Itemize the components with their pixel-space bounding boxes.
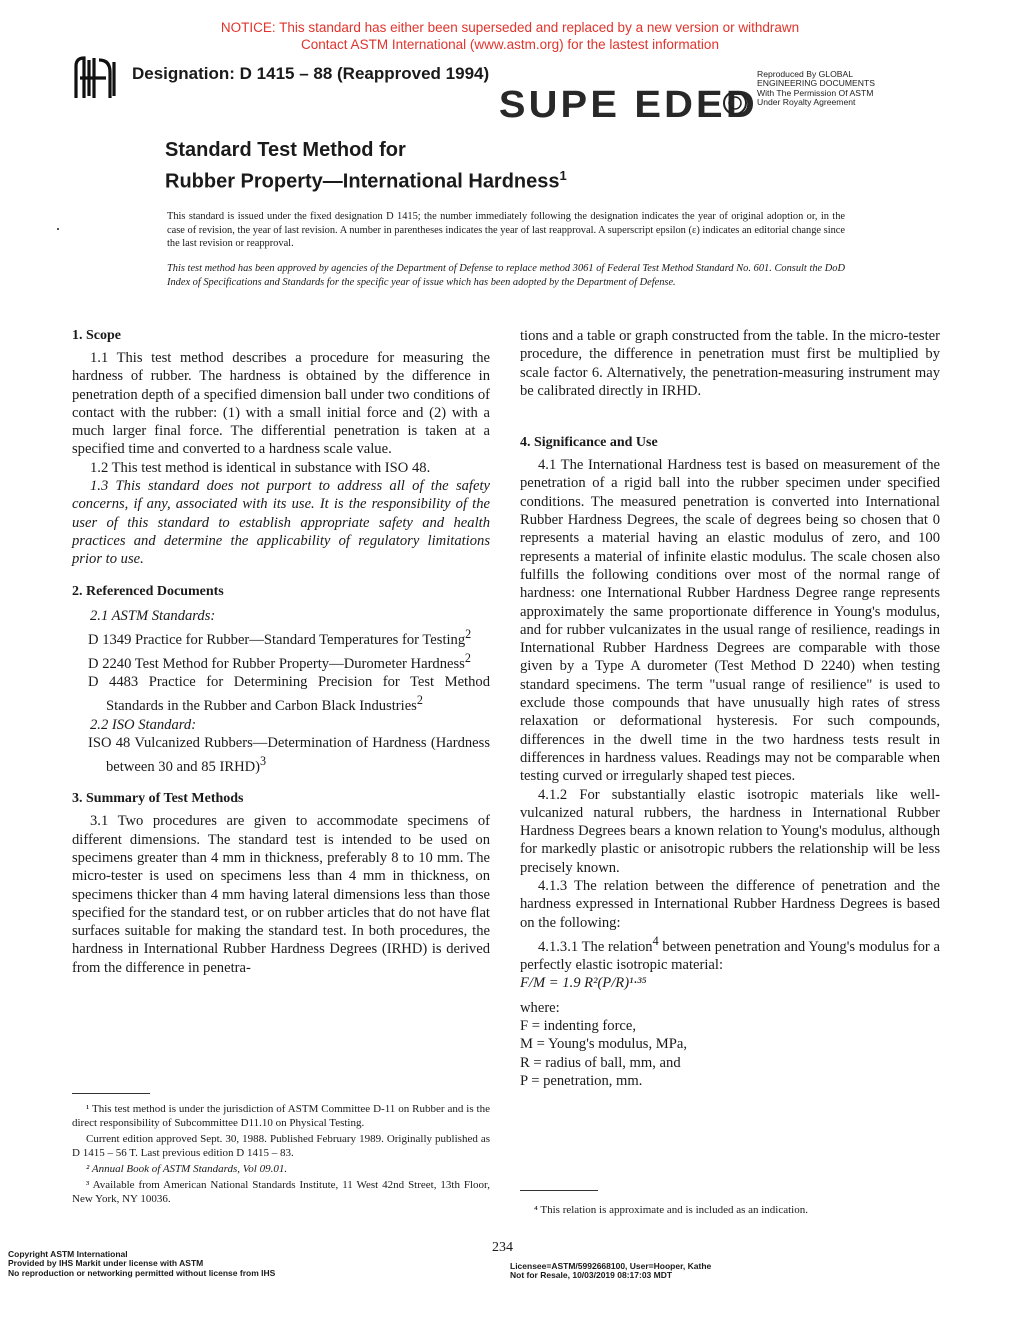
repro-line: Under Royalty Agreement [757, 97, 856, 108]
copyright-footer [8, 1250, 275, 1278]
hardness-formula: F/M = 1.9 R²(P/R)¹·³⁵ [520, 975, 647, 992]
ref-d1349 [72, 625, 490, 649]
footnote-2: ² Annual Book of ASTM Standards, Vol 09.01. [86, 1163, 288, 1175]
footnote-rule-left [72, 1093, 150, 1094]
scan-speck [57, 228, 59, 230]
page-number: 234 [492, 1240, 513, 1255]
astm-logo [70, 52, 122, 104]
paragraph-1-1: 1.1 This test method describes a procedure for measuring the hardness of rubber. The hardness is obtained by the difference in penetration depth of a specified dimension ball under two conditions of contact with the rubber: (1) with a small initial force and (2) with a much larger final force. The differential penetration is taken at a specified time and converted to a hardness scale value. [72, 350, 490, 458]
seal-icon [722, 90, 748, 116]
repro-line: With The Permission Of ASTM [757, 87, 874, 98]
superseded-stamp: SUPE EDED [498, 84, 758, 126]
ref-d2240 [72, 649, 490, 673]
variable-m: M = Young's modulus, MPa, [520, 1036, 687, 1053]
section-significance-heading: 4. Significance and Use [520, 435, 658, 451]
footer-line: Copyright ASTM International [8, 1249, 128, 1259]
para-text: 4.1.3.1 The relation [538, 938, 653, 955]
paragraph-3-1: 3.1 Two procedures are given to accommodate specimens of different dimensions. The standard test is intended to be used on specimens greater than 4 mm in thickness, preferably 8 to 10 mm. The micro-tester is used on specimens less than 4 mm in thickness, on specimens thicker than 4 mm having lateral dimensions less than those specified for the standard test, or on rubber articles that do not have flat surfaces suitable for making the standard test. In both procedures, the hardness in International Rubber Hardness Degrees (IRHD) is derived from the difference in penetra- [72, 813, 490, 976]
para-text: between penetration and Young's modulus for a perfectly elastic isotropic material: [520, 938, 940, 974]
ref-sup: 2 [416, 693, 423, 708]
section-refdocs-heading: 2. Referenced Documents [72, 583, 224, 599]
variable-f: F = indenting force, [520, 1017, 637, 1034]
paragraph-1-2: 1.2 This test method is identical in substance with ISO 48. [90, 459, 431, 476]
footer-line: Licensee=ASTM/5992668100, User=Hooper, Kathe [510, 1261, 712, 1271]
ref-text: D 4483 Practice for Determining Precision for Test Method Standards in the Rubber and Carbon Black Industries [88, 674, 490, 715]
ref-text: D 1349 Practice for Rubber—Standard Temperatures for Testing [88, 631, 466, 648]
paragraph-4-1-3-1 [520, 932, 940, 974]
repro-line: Reproduced By GLOBAL [757, 69, 854, 79]
section-summary-heading: 3. Summary of Test Methods [72, 791, 244, 807]
reproduction-notice [757, 70, 875, 108]
paragraph-1-3: 1.3 This standard does not purport to address all of the safety concerns, if any, associated with its use. It is the responsibility of the user of this standard to establish appropriate safety and health practices and determine the applicability of regulatory limitations prior to use. [72, 478, 490, 568]
paragraph-3-1-continued: tions and a table or graph constructed from the table. In the micro-tester procedure, the difference in penetration must first be multiplied by scale factor 6. Alternatively, the penetration-measuring instrument may be calibrated directly in IRHD. [520, 328, 940, 399]
footnote-1: ¹ This test method is under the jurisdiction of ASTM Committee D-11 on Rubber and is the direct responsibility of Subcommittee D11.10 on Physical Testing. [72, 1103, 490, 1129]
footer-line: Provided by IHS Markit under license with ASTM [8, 1258, 204, 1269]
repro-line: ENGINEERING DOCUMENTS [757, 78, 875, 89]
footnotes-left [72, 1102, 490, 1208]
title-footnote-mark: 1 [559, 168, 567, 183]
footnote-3: ³ Available from American National Standards Institute, 11 West 42nd Street, 13th Floor, New York, NY 10036. [72, 1179, 490, 1205]
paragraph-4-1-3: 4.1.3 The relation between the difference of penetration and the hardness expressed in International Rubber Hardness Degrees is based on the following: [520, 878, 940, 931]
license-footer [510, 1262, 711, 1281]
where-label: where: [520, 999, 560, 1016]
paragraph-4-1-2: 4.1.2 For substantially elastic isotropic materials like well-vulcanized natural rubbers, the hardness in International Rubber Hardness Degrees bears a known relation to Young's modulus, although for markedly plastic or anisotropic rubbers the relationship will be less precisely known. [520, 786, 940, 876]
ref-d4483 [72, 673, 490, 715]
right-column [520, 327, 940, 1090]
ref-sup: 3 [260, 754, 267, 769]
dod-approval-statement: This test method has been approved by agencies of the Department of Defense to replace method 3061 of Federal Test Method Standard No. 601. Consult the DoD Index of Specifications and Standards for the specific year of issue which has been adopted by the Department of Defense. [167, 263, 845, 288]
document-title [165, 137, 567, 195]
notice-line-1: NOTICE: This standard has either been superseded and replaced by a new version or withdrawn [220, 20, 800, 35]
designation: Designation: D 1415 – 88 (Reapproved 1994) [132, 64, 490, 83]
footnote-ref-4: 4 [652, 933, 659, 948]
ref-text: ISO 48 Vulcanized Rubbers—Determination of Hardness (Hardness between 30 and 85 IRHD) [88, 734, 490, 776]
issued-statement: This standard is issued under the fixed designation D 1415; the number immediately following the designation indicates the year of original adoption or, in the case of revision, the year of last revision. A number in parentheses indicates the year of last reapproval. A superscript epsilon (ε) indicates an editorial change since the last revision or reapproval. [167, 211, 845, 250]
notice-line-2: Contact ASTM International (www.astm.org) for the lastest information [301, 37, 719, 52]
left-column [72, 327, 490, 977]
astm-standards-label: 2.1 ASTM Standards: [90, 607, 216, 624]
ref-text: D 2240 Test Method for Rubber Property—Durometer Hardness [88, 655, 465, 672]
paragraph-4-1: 4.1 The International Hardness test is based on measurement of the penetration of a rigid ball into the rubber specimen under specified conditions. The measured penetration is converted into International Rubber Hardness Degrees, the scale of degrees being so chosen that 0 represents a material having an elastic modulus of zero, and 100 represents a material of infinite elastic modulus. The scale chosen also fulfills the following conditions over most of the normal range of hardness: one International Rubber Hardness Degree range represents approximately the same proportionate difference in Young's modulus, and for rubber vulcanizates in the usual range of resilience, readings in International Rubber Hardness Degrees are comparable with those given by a Type A durometer (Test Method D 2240) when testing standard specimens. The term "usual range of resilience" is used to exclude those compounds that have unusually high rates of stress relaxation or deformational hysteresis. For such compounds, differences in the dwell time in the two hardness tests result in differences in hardness values. Readings may not be comparable when testing curved or irregularly shaped test pieces. [520, 457, 940, 785]
ref-iso48 [72, 734, 490, 776]
section-scope-heading: 1. Scope [72, 328, 121, 343]
variable-r: R = radius of ball, mm, and [520, 1054, 681, 1071]
ref-sup: 2 [464, 651, 471, 666]
iso-standard-label: 2.2 ISO Standard: [90, 716, 197, 733]
title-text: Rubber Property—International Hardness [165, 170, 560, 193]
title-line-1: Standard Test Method for [165, 139, 406, 161]
footer-line: Not for Resale, 10/03/2019 08:17:03 MDT [510, 1270, 673, 1281]
footnote-1b: Current edition approved Sept. 30, 1988. Published February 1989. Originally published as D 1415 – 56 T. Last previous edition D 1415 – 83. [72, 1133, 490, 1159]
footnote-4: ⁴ This relation is approximate and is included as an indication. [534, 1204, 808, 1216]
footer-line: No reproduction or networking permitted without license from IHS [8, 1267, 276, 1278]
title-line-2 [165, 163, 567, 195]
ref-sup: 2 [465, 626, 472, 641]
footnotes-right [520, 1203, 940, 1219]
footnote-rule-right [520, 1190, 598, 1191]
variable-p: P = penetration, mm. [520, 1072, 643, 1089]
